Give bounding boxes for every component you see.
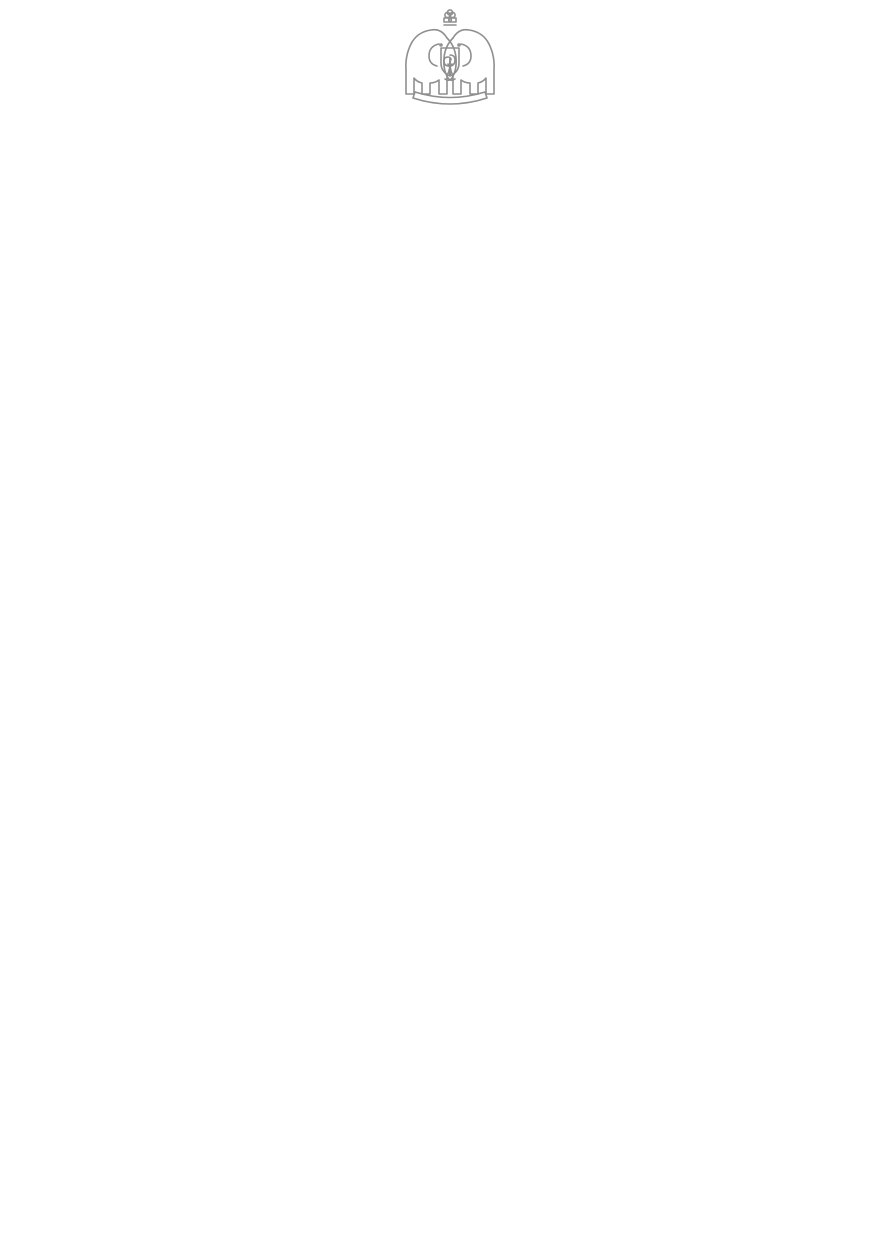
ending-numbers-section-header <box>85 286 830 325</box>
two-elephants-emblem-icon <box>395 4 505 110</box>
results-body <box>85 286 845 325</box>
kerala-government-emblem-image <box>395 4 505 110</box>
